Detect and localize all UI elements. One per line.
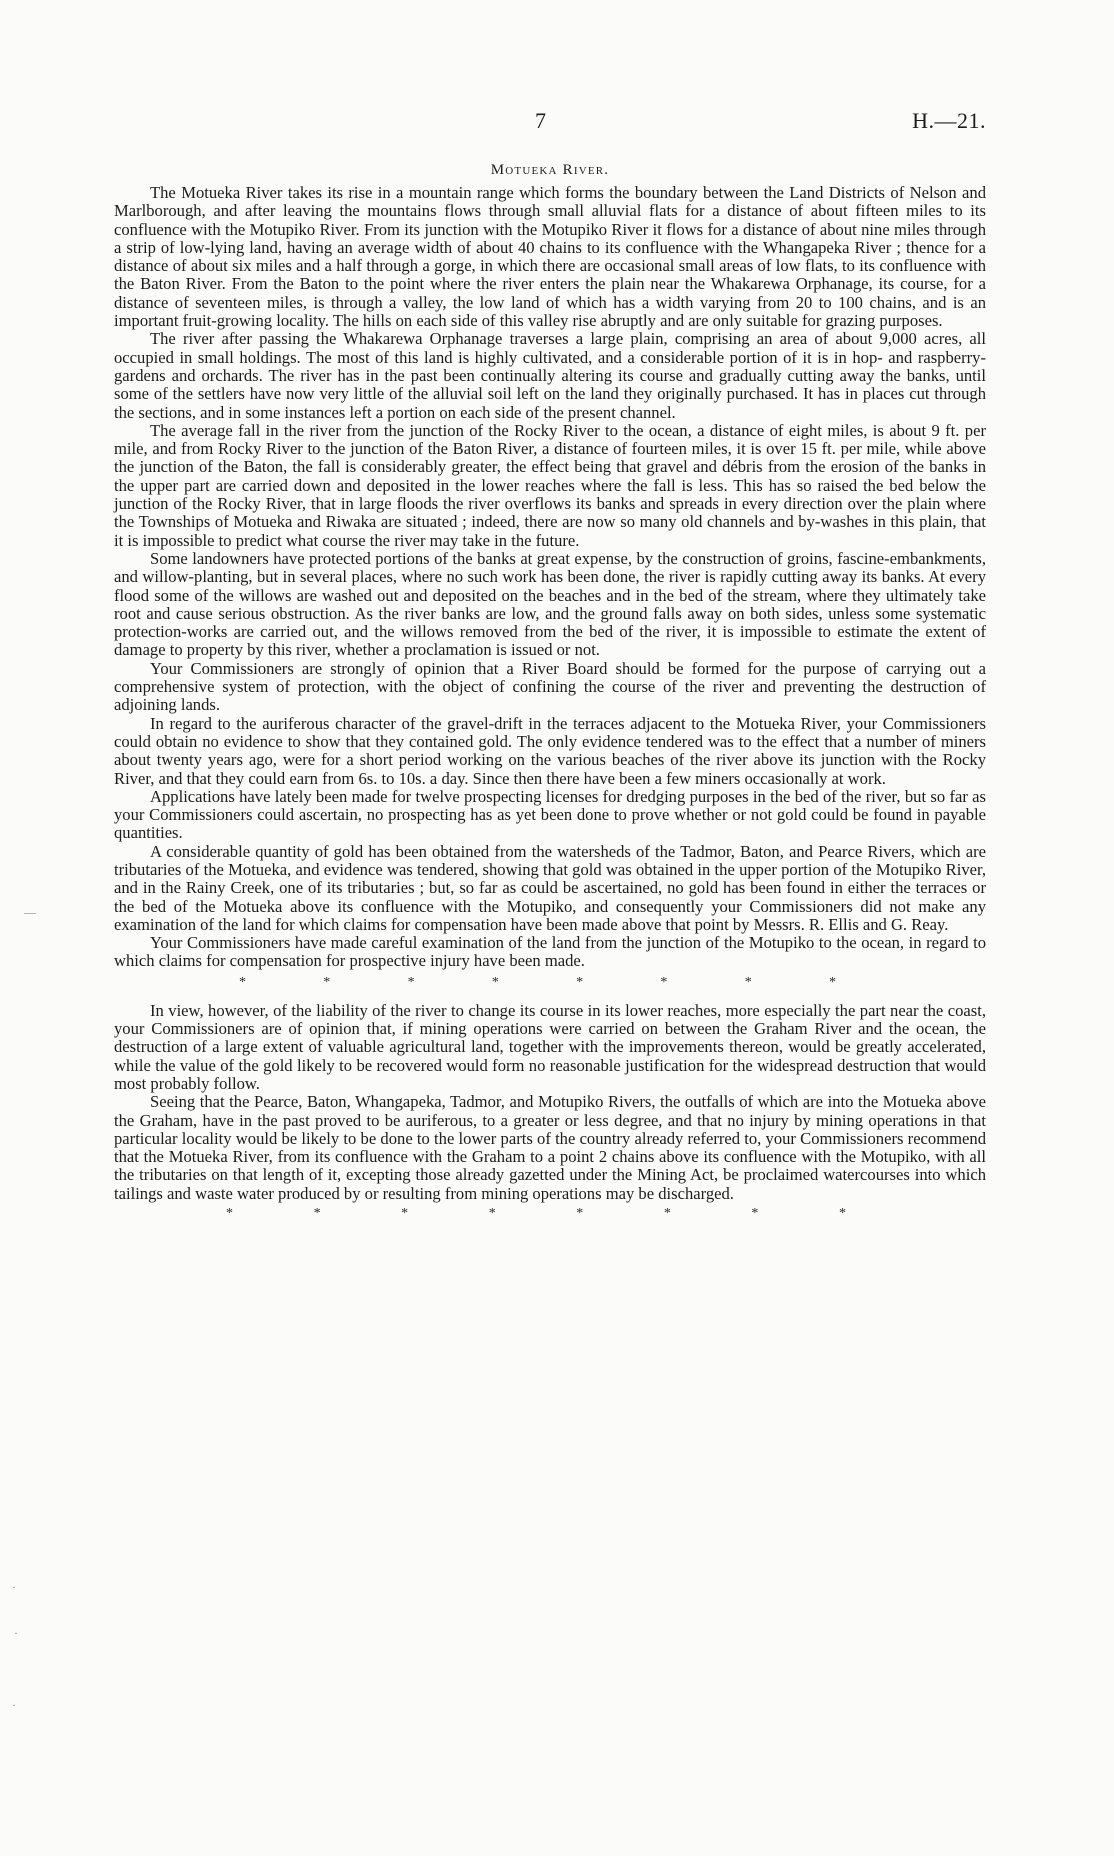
paragraph: Your Commissioners are strongly of opinion that a River Board should be formed for the purpose of carrying out a comprehensive system of protection, with the object of confining the course of the river and preventing the destruction of adjoining lands. — [114, 658, 986, 715]
asterisk-icon: * — [313, 1206, 321, 1222]
document-code: H.—21. — [912, 108, 986, 133]
asterisk-icon: * — [660, 974, 668, 990]
paragraph: Some landowners have protected portions of the banks at great expense, by the construction of groins, fascine-embankments, and willow-planting, but in several places, where no such work has been done, the river is rapidly cutting away its banks. At every flood some of the willows are washed out and deposited on the beaches and in the bed of the stream, where they ultimately take root and cause serious obstruction. As the river banks are low, and the ground falls away on both sides, unless some systematic protection-works are carried out, and the willows removed from the bed of the river, it is impossible to estimate the extent of damage to property by this river, whether a proclamation is issued or not. — [114, 548, 986, 660]
asterisk-icon: * — [744, 974, 752, 990]
asterisk-icon: * — [401, 1206, 409, 1222]
asterisk-icon: * — [226, 1206, 233, 1222]
paragraph: The Motueka River takes its rise in a mountain range which forms the boundary between the Land Districts of Nelson and Marlborough, and after leaving the mountains flows through small alluvial flats for a distance of about fifteen miles to its confluence with the Motupiko River. From its junction with the Motupiko River it flows for a distance of about nine miles through a strip of low-lying land, having an average width of about 40 chains to its confluence with the Whangapeka River ; thence for a distance of about six miles and a half through a gorge, in which there are occasional small areas of low flats, to its confluence with the Baton River. From the Baton to the point where the river enters the plain near the Whakarewa Orphanage, its course, for a distance of seventeen miles, is through a valley, the low land of which has a width varying from 20 to 100 chains, and is an important fruit-growing locality. The hills on each side of this valley rise abruptly and are only suitable for grazing purposes. — [114, 183, 986, 331]
asterisk-icon: * — [323, 974, 331, 990]
asterisk-icon: * — [828, 974, 836, 990]
body-text — [114, 184, 986, 1223]
paragraph: Applications have lately been made for twelve prospecting licenses for dredging purposes in the bed of the river, but so far as your Commissioners could ascertain, no prospecting has as yet been done to prove whether or not gold could be found in payable quantities. — [114, 786, 986, 843]
asterisk-icon: * — [488, 1206, 496, 1222]
asterisk-icon: * — [663, 1206, 671, 1222]
asterisk-separator — [114, 1203, 986, 1223]
asterisk-icon: * — [239, 974, 246, 990]
asterisk-icon: * — [576, 1206, 584, 1222]
page-header — [114, 108, 986, 148]
paragraph: The river after passing the Whakarewa Orphanage traverses a large plain, comprising an area of about 9,000 acres, all occupied in small holdings. The most of this land is highly cultivated, and a considerable portion of it is in hop- and raspberry-gardens and orchards. The river has in the past been continually altering its course and gradually cutting away the banks, until some of the settlers have now very little of the alluvial soil left on the land they originally purchased. It has in places cut through the sections, and in some instances left a portion on each side of the present channel. — [114, 329, 986, 422]
paragraph: Your Commissioners have made careful examination of the land from the junction of the Motupiko to the ocean, in regard to which claims for compensation for prospective injury have been made. — [114, 933, 986, 971]
margin-speck: — — [24, 905, 36, 919]
asterisk-icon: * — [751, 1206, 759, 1222]
asterisk-icon: * — [407, 974, 415, 990]
asterisk-icon: * — [576, 974, 584, 990]
paragraph: A considerable quantity of gold has been obtained from the watersheds of the Tadmor, Baton, and Pearce Rivers, which are tributaries of the Motueka, and evidence was tendered, showing that gold was obtained in the upper portion of the Motupiko River, and in the Rainy Creek, one of its tributaries ; but, so far as could be ascertained, no gold has been found in either the terraces or the bed of the Motueka above its confluence with the Motupiko, and consequently your Commissioners did not make any examination of the land for which claims for compensation have been made above that point by Messrs. R. Ellis and G. Reay. — [114, 841, 986, 934]
page-number: 7 — [535, 108, 546, 133]
asterisk-icon: * — [491, 974, 499, 990]
asterisk-icon: * — [838, 1206, 846, 1222]
paragraph: In regard to the auriferous character of the gravel-drift in the terraces adjacent to the Motueka River, your Commissioners could obtain no evidence to show that they contained gold. The only evidence tendered was to the effect that a number of miners about twenty years ago, were for a short period working on the various beaches of the river above its junction with the Rocky River, and that they could earn from 6s. to 10s. a day. Since then there have been a few miners occasionally at work. — [114, 713, 986, 788]
paragraph: Seeing that the Pearce, Baton, Whangapeka, Tadmor, and Motupiko Rivers, the outfalls of which are into the Motueka above the Graham, have in the past proved to be auriferous, to a greater or less degree, and that no injury by mining operations in that particular locality would be likely to be done to the lower parts of the country already referred to, your Commissioners recommend that the Motueka River, from its confluence with the Graham to a point 2 chains above its confluence with the Motupiko, with all the tributaries on that length of it, excepting those already gazetted under the Mining Act, be proclaimed watercourses into which tailings and waste water produced by or resulting from mining operations may be discharged. — [114, 1092, 986, 1203]
paragraph: The average fall in the river from the junction of the Rocky River to the ocean, a distance of eight miles, is about 9 ft. per mile, and from Rocky River to the junction of the Baton River, a distance of fourteen miles, it is over 15 ft. per mile, while above the junction of the Baton, the fall is considerably greater, the effect being that gravel and débris from the erosion of the banks in the upper part are carried down and deposited in the lower reaches where the fall is less. This has so raised the bed below the junction of the Rocky River, that in large floods the river overflows its banks and spreads in every direction over the plain where the Townships of Motueka and Riwaka are situated ; indeed, there are now so many old channels and by-washes in this plain, that it is impossible to predict what course the river may take in the future. — [114, 420, 986, 550]
section-title: Motueka River. — [490, 162, 610, 178]
paragraph: In view, however, of the liability of the river to change its course in its lower reaches, more especially the part near the coast, your Commissioners are of opinion that, if mining operations were carried on between the Graham River and the ocean, the destruction of a large extent of valuable agricultural land, together with the improvements thereon, would be greatly accelerated, while the value of the gold likely to be recovered would form no reasonable justification for the widespread destruction that would most probably follow. — [114, 1000, 986, 1093]
asterisk-separator — [114, 971, 986, 1002]
margin-speck: · — [12, 1698, 16, 1712]
margin-speck: · — [12, 1580, 16, 1594]
margin-speck: · — [14, 1626, 18, 1640]
